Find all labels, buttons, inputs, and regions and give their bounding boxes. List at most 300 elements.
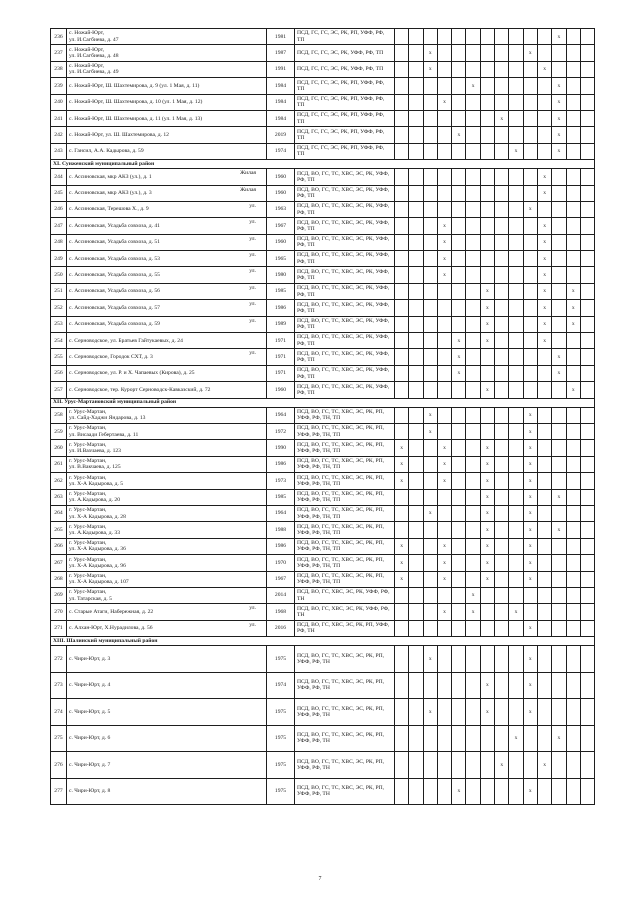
mark-cell	[580, 505, 594, 521]
table-row	[51, 365, 595, 381]
mark-cell	[423, 267, 437, 283]
mark-cell	[580, 185, 594, 201]
row-number: 266	[51, 538, 67, 554]
mark-cell	[466, 778, 480, 805]
year-cell: 1960	[267, 185, 295, 201]
mark-cell	[466, 94, 480, 110]
mark-cell	[552, 538, 566, 554]
mark-cell	[423, 234, 437, 250]
table-row	[51, 620, 595, 636]
mark-cell	[566, 646, 580, 673]
address-cell	[67, 110, 267, 126]
works-cell: ПСД, ВО, ГС, ТС, ХВС, ЭС, РК, РП, УФФ, РФ, ТН	[295, 725, 395, 752]
row-number: 256	[51, 365, 67, 381]
mark-cell	[509, 267, 523, 283]
mark-cell	[566, 752, 580, 779]
works-cell: ПСД, ВО, ГС, ТС, ХВС, ЭС, РК, УФФ, РФ, ТП	[295, 316, 395, 332]
mark-cell	[423, 127, 437, 143]
mark-cell	[395, 365, 409, 381]
row-number: 239	[51, 78, 67, 94]
table-row	[51, 646, 595, 673]
mark-cell	[523, 283, 537, 299]
address-cell	[67, 382, 267, 398]
mark-cell	[480, 110, 494, 126]
address-cell	[67, 752, 267, 779]
mark-cell	[466, 333, 480, 349]
address-cell	[67, 333, 267, 349]
year-cell: 1987	[267, 45, 295, 61]
repair-program-table	[50, 28, 595, 805]
mark-cell	[409, 423, 423, 439]
mark-cell	[566, 349, 580, 365]
works-cell: ПСД, ГС, ГС, ЭС, РК, РП, УФФ, РФ, ТП	[295, 29, 395, 45]
mark-cell	[495, 143, 509, 159]
mark-cell	[509, 61, 523, 77]
mark-cell	[409, 201, 423, 217]
mark-cell	[395, 94, 409, 110]
mark-cell	[409, 555, 423, 571]
mark-cell	[409, 29, 423, 45]
mark-cell	[566, 423, 580, 439]
mark-cell	[480, 604, 494, 620]
mark-cell	[552, 456, 566, 472]
mark-cell	[452, 505, 466, 521]
mark-cell	[537, 489, 551, 505]
address-cell	[67, 473, 267, 489]
mark-x: x	[395, 456, 409, 472]
address-cell	[67, 505, 267, 521]
mark-cell	[495, 251, 509, 267]
mark-cell	[495, 587, 509, 603]
works-cell: ПСД, ВО, ГС, ТС, ХВС, ЭС, РК, УФФ, РФ, ТП	[295, 349, 395, 365]
mark-cell	[523, 752, 537, 779]
works-cell: ПСД, ВО, ГС, ХВС, ЭС, РК, РП, УФФ, РФ, ТН	[295, 620, 395, 636]
mark-cell	[537, 456, 551, 472]
mark-cell	[523, 143, 537, 159]
mark-x: x	[552, 29, 566, 45]
mark-x: x	[537, 218, 551, 234]
mark-cell	[509, 778, 523, 805]
year-cell: 1974	[267, 672, 295, 699]
mark-cell	[523, 587, 537, 603]
table-row	[51, 407, 595, 423]
row-number: 263	[51, 489, 67, 505]
mark-cell	[566, 555, 580, 571]
mark-cell	[495, 423, 509, 439]
address-line: с. Чири-Юрт, д. 5	[69, 708, 111, 715]
mark-cell	[580, 778, 594, 805]
mark-cell	[495, 505, 509, 521]
mark-cell	[566, 110, 580, 126]
address-line: г. Урус-Мартан,	[69, 425, 107, 432]
address-line: ул. Сайд-Хаджи Яндарова, д. 13	[69, 415, 146, 422]
mark-cell	[480, 78, 494, 94]
mark-cell	[509, 234, 523, 250]
mark-cell	[452, 538, 466, 554]
address-line: ул. Х-А Кадырова, д. 5	[69, 480, 124, 487]
mark-cell	[566, 201, 580, 217]
address-line: г. Урус-Мартан,	[69, 490, 107, 497]
page-number: 7	[318, 876, 322, 882]
mark-cell	[495, 45, 509, 61]
mark-cell	[409, 440, 423, 456]
mark-cell	[452, 94, 466, 110]
address-cell	[67, 555, 267, 571]
works-cell: ПСД, ВО, ГС, ТС, ХВС, ЭС, РК, РП, УФФ, РФ, ТН, ТП	[295, 571, 395, 587]
mark-x: x	[466, 587, 480, 603]
address-cell	[67, 251, 267, 267]
mark-cell	[537, 29, 551, 45]
works-cell: ПСД, ГС, ГС, ЭС, РК, УФФ, РФ, ТП	[295, 61, 395, 77]
works-cell: ПСД, ВО, ГС, ТС, ХВС, ЭС, РК, РП, УФФ, РФ, ТН, ТП	[295, 489, 395, 505]
mark-cell	[480, 218, 494, 234]
mark-cell	[552, 169, 566, 185]
mark-cell	[509, 29, 523, 45]
mark-cell	[466, 300, 480, 316]
address-cell	[67, 587, 267, 603]
mark-cell	[580, 45, 594, 61]
row-number: 252	[51, 300, 67, 316]
mark-cell	[566, 604, 580, 620]
mark-x: x	[480, 382, 494, 398]
mark-x: x	[537, 316, 551, 332]
mark-cell	[495, 333, 509, 349]
year-cell: 1971	[267, 333, 295, 349]
mark-cell	[537, 365, 551, 381]
works-cell: ПСД, ГС, ГС, ЭС, РК, РП, УФФ, РФ, ТП	[295, 78, 395, 94]
mark-cell	[509, 78, 523, 94]
works-cell: ПСД, ВО, ГС, ТС, ХВС, ЭС, РК, РП, УФФ, РФ, ТН	[295, 699, 395, 726]
mark-cell	[552, 440, 566, 456]
year-cell: 1989	[267, 316, 295, 332]
section-header-row	[51, 160, 595, 169]
mark-cell	[537, 423, 551, 439]
mark-cell	[580, 522, 594, 538]
table-row	[51, 127, 595, 143]
mark-cell	[395, 407, 409, 423]
table-row	[51, 316, 595, 332]
mark-cell	[580, 61, 594, 77]
mark-cell	[466, 143, 480, 159]
mark-cell	[452, 522, 466, 538]
mark-cell	[395, 423, 409, 439]
mark-cell	[566, 620, 580, 636]
year-cell: 1960	[267, 234, 295, 250]
mark-cell	[566, 473, 580, 489]
mark-cell	[452, 300, 466, 316]
mark-cell	[437, 587, 451, 603]
mark-cell	[537, 45, 551, 61]
mark-cell	[409, 349, 423, 365]
mark-x: x	[480, 283, 494, 299]
mark-x: x	[537, 283, 551, 299]
mark-cell	[566, 78, 580, 94]
section-header-row	[51, 637, 595, 646]
mark-x: x	[537, 752, 551, 779]
works-cell: ПСД, ВО, ГС, ТС, ХВС, ЭС, РК, РП, УФФ, РФ, ТН, ТП	[295, 440, 395, 456]
mark-cell	[395, 522, 409, 538]
year-cell: 1981	[267, 29, 295, 45]
year-cell: 1967	[267, 218, 295, 234]
row-number: 245	[51, 185, 67, 201]
mark-cell	[523, 78, 537, 94]
mark-x: x	[523, 522, 537, 538]
table-row	[51, 143, 595, 159]
address-cell	[67, 185, 267, 201]
address-line: ул. И.Вахчаева, д. 123	[69, 448, 121, 455]
table-row	[51, 333, 595, 349]
mark-cell	[523, 185, 537, 201]
mark-cell	[395, 489, 409, 505]
year-cell: 1968	[267, 604, 295, 620]
table-row	[51, 300, 595, 316]
mark-cell	[480, 587, 494, 603]
mark-x: x	[437, 234, 451, 250]
mark-cell	[523, 127, 537, 143]
mark-x: x	[537, 251, 551, 267]
mark-cell	[495, 234, 509, 250]
mark-cell	[566, 505, 580, 521]
mark-cell	[552, 201, 566, 217]
works-cell: ПСД, ВО, ГС, ХВС, ЭС, РК, УФФ, РФ, ТН	[295, 587, 395, 603]
mark-cell	[509, 752, 523, 779]
mark-cell	[423, 440, 437, 456]
mark-cell	[423, 571, 437, 587]
mark-cell	[409, 725, 423, 752]
mark-cell	[452, 699, 466, 726]
table-row	[51, 251, 595, 267]
table-row	[51, 218, 595, 234]
mark-x: x	[509, 725, 523, 752]
mark-cell	[395, 61, 409, 77]
mark-cell	[580, 300, 594, 316]
mark-cell	[480, 169, 494, 185]
mark-x: x	[437, 604, 451, 620]
row-number: 242	[51, 127, 67, 143]
address-line: ул. Х-А Кадырова, д. 96	[69, 562, 126, 569]
year-cell: 1964	[267, 505, 295, 521]
mark-cell	[409, 169, 423, 185]
mark-cell	[537, 604, 551, 620]
mark-cell	[537, 725, 551, 752]
mark-x: x	[395, 555, 409, 571]
mark-cell	[452, 725, 466, 752]
table-row	[51, 522, 595, 538]
year-cell: 1986	[267, 456, 295, 472]
works-cell: ПСД, ВО, ГС, ТС, ХВС, ЭС, РК, УФФ, РФ, ТП	[295, 382, 395, 398]
year-cell: 1971	[267, 349, 295, 365]
mark-cell	[466, 110, 480, 126]
address-cell	[67, 234, 267, 250]
address-cell	[67, 169, 267, 185]
mark-cell	[452, 604, 466, 620]
mark-cell	[523, 110, 537, 126]
mark-cell	[495, 61, 509, 77]
mark-cell	[466, 382, 480, 398]
address-line: г. Урус-Мартан,	[69, 523, 107, 530]
table-row	[51, 587, 595, 603]
works-cell: ПСД, ВО, ГС, ТС, ХВС, ЭС, РК, РП, УФФ, РФ, ТН, ТП	[295, 473, 395, 489]
address-line: ул. Татарская, д. 5	[69, 595, 112, 602]
address-cell	[67, 571, 267, 587]
mark-cell	[566, 45, 580, 61]
mark-cell	[466, 234, 480, 250]
works-cell: ПСД, ВО, ГС, ТС, ХВС, ЭС, РК, РП, УФФ, РФ, ТН	[295, 646, 395, 673]
mark-cell	[409, 489, 423, 505]
mark-cell	[537, 440, 551, 456]
mark-x: x	[523, 538, 537, 554]
mark-cell	[566, 61, 580, 77]
mark-cell	[423, 752, 437, 779]
mark-cell	[580, 555, 594, 571]
mark-cell	[523, 725, 537, 752]
mark-cell	[423, 349, 437, 365]
mark-cell	[552, 699, 566, 726]
mark-x: x	[395, 538, 409, 554]
mark-cell	[537, 110, 551, 126]
mark-cell	[395, 349, 409, 365]
mark-cell	[437, 143, 451, 159]
address-line: с. Ассиновская, Усадьба совхоза, д. 51	[69, 239, 160, 246]
works-cell: ПСД, ВО, ГС, ХВС, ЭС, РК, УФФ, РФ, ТН	[295, 604, 395, 620]
mark-cell	[466, 169, 480, 185]
mark-cell	[552, 571, 566, 587]
mark-cell	[580, 440, 594, 456]
mark-cell	[409, 94, 423, 110]
mark-cell	[423, 587, 437, 603]
table-row	[51, 283, 595, 299]
address-line: с. Ножай-Юрт, Ш. Шахтемирова, д. 11 (ул. 1 Мая, д. 13)	[69, 115, 203, 122]
mark-cell	[452, 45, 466, 61]
mark-cell	[580, 587, 594, 603]
mark-cell	[423, 725, 437, 752]
mark-cell	[423, 29, 437, 45]
table-row	[51, 752, 595, 779]
year-cell: 1975	[267, 699, 295, 726]
mark-x: x	[480, 555, 494, 571]
mark-x: x	[495, 110, 509, 126]
mark-cell	[580, 169, 594, 185]
mark-x: x	[437, 218, 451, 234]
mark-cell	[409, 78, 423, 94]
mark-cell	[566, 234, 580, 250]
mark-cell	[580, 267, 594, 283]
mark-cell	[452, 283, 466, 299]
year-cell: 1991	[267, 61, 295, 77]
mark-cell	[409, 407, 423, 423]
mark-cell	[495, 440, 509, 456]
mark-cell	[509, 185, 523, 201]
mark-cell	[395, 78, 409, 94]
mark-cell	[509, 365, 523, 381]
mark-cell	[423, 110, 437, 126]
address-line: ул.	[249, 621, 256, 628]
mark-cell	[423, 94, 437, 110]
mark-x: x	[480, 440, 494, 456]
mark-cell	[423, 604, 437, 620]
mark-cell	[552, 218, 566, 234]
row-number: 237	[51, 45, 67, 61]
mark-x: x	[552, 725, 566, 752]
works-cell: ПСД, ВО, ГС, ТС, ХВС, ЭС, РК, УФФ, РФ, ТП	[295, 333, 395, 349]
address-cell	[67, 218, 267, 234]
row-number: 275	[51, 725, 67, 752]
mark-x: x	[395, 440, 409, 456]
mark-cell	[409, 456, 423, 472]
mark-x: x	[523, 699, 537, 726]
mark-x: x	[423, 646, 437, 673]
address-line: с. Серноводское, ул. Братьев Гайтукаевых, д. 24	[69, 337, 183, 344]
mark-cell	[509, 699, 523, 726]
year-cell: 1967	[267, 571, 295, 587]
address-line: Жилая	[240, 186, 256, 193]
mark-x: x	[495, 752, 509, 779]
address-line: ул. В.Вакчаева, д. 125	[69, 464, 121, 471]
mark-cell	[495, 571, 509, 587]
mark-x: x	[566, 283, 580, 299]
row-number: 267	[51, 555, 67, 571]
mark-cell	[537, 78, 551, 94]
mark-cell	[452, 234, 466, 250]
mark-cell	[552, 185, 566, 201]
mark-cell	[495, 555, 509, 571]
mark-cell	[580, 29, 594, 45]
mark-cell	[580, 234, 594, 250]
row-number: 246	[51, 201, 67, 217]
mark-cell	[537, 538, 551, 554]
mark-cell	[537, 555, 551, 571]
mark-cell	[509, 201, 523, 217]
mark-x: x	[523, 646, 537, 673]
mark-cell	[509, 456, 523, 472]
address-line: с. Серноводское, Городок СХТ, д. 3	[69, 353, 153, 360]
mark-x: x	[437, 94, 451, 110]
mark-cell	[523, 234, 537, 250]
address-cell	[67, 94, 267, 110]
row-number: 250	[51, 267, 67, 283]
address-cell	[67, 489, 267, 505]
mark-cell	[537, 94, 551, 110]
mark-cell	[495, 699, 509, 726]
address-line: с. Чири-Юрт, д. 7	[69, 761, 111, 768]
mark-cell	[466, 620, 480, 636]
mark-cell	[509, 672, 523, 699]
mark-cell	[566, 672, 580, 699]
mark-cell	[409, 382, 423, 398]
mark-cell	[437, 699, 451, 726]
mark-cell	[552, 672, 566, 699]
mark-cell	[409, 45, 423, 61]
mark-cell	[452, 78, 466, 94]
mark-cell	[409, 110, 423, 126]
address-cell	[67, 365, 267, 381]
mark-x: x	[523, 489, 537, 505]
address-line: ул. А.Кадырова, д. 33	[69, 530, 120, 537]
mark-cell	[452, 218, 466, 234]
mark-cell	[509, 646, 523, 673]
table-body	[51, 29, 595, 805]
mark-x: x	[552, 365, 566, 381]
mark-cell	[566, 267, 580, 283]
mark-cell	[580, 78, 594, 94]
address-cell	[67, 29, 267, 45]
mark-cell	[566, 778, 580, 805]
table-row	[51, 672, 595, 699]
works-cell: ПСД, ВО, ГС, ТС, ХВС, ЭС, РК, РП, УФФ, РФ, ТН	[295, 672, 395, 699]
mark-cell	[537, 646, 551, 673]
mark-cell	[466, 752, 480, 779]
mark-cell	[395, 218, 409, 234]
